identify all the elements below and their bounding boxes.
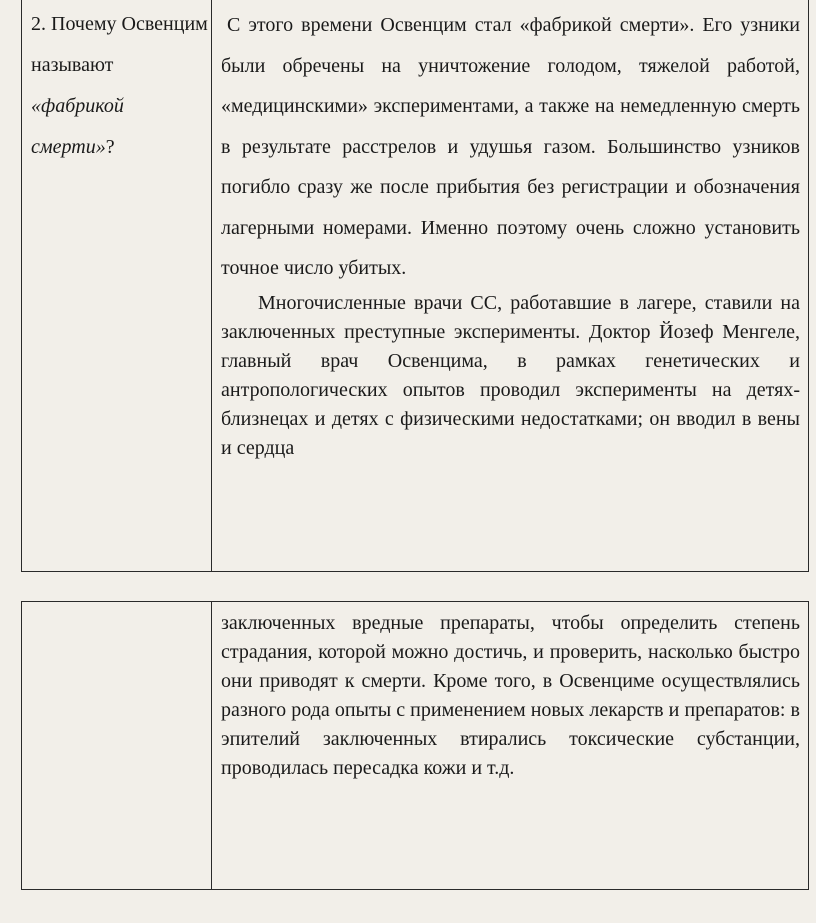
answer-cell [212,0,808,571]
answer-paragraph-2: Многочисленные врачи СС, работавшие в лагере, ставили на заключенных преступные эксперименты. Доктор Йозеф Менгеле, главный врач Освенцима, в рамках генетических и антропологических опытов проводил эксперименты на детях-близнецах и детях с физическими недостатками; он вводил в вены и сердца [221,291,800,459]
empty-question-cell [22,602,212,889]
question-italic-phrase: «фабрикой смерти» [31,95,124,158]
answer-paragraph-1: С этого времени Освенцим стал «фабрикой смерти». Его узники были обречены на уничтожение голодом, тяжелой работой, «медицинскими» экспериментами, а также на немедленную смерть в результате расстрелов и удушья газом. Большинство узников погибло сразу же после прибытия без регистрации и обозначения лагерными номерами. Именно поэтому очень сложно установить точное число убитых. [221,14,800,279]
answer-paragraph-3: заключенных вредные препараты, чтобы определить степень страдания, которой можно достичь, и проверить, насколько быстро они приводят к смерти. Кроме того, в Освенциме осуществлялись разного рода опыты с применением новых лекарств и препаратов: в эпителий заключенных втирались токсические субстанции, проводилась пересадка кожи и т.д. [221,612,800,779]
question-text [22,0,211,168]
question-plain-start: 2. Почему Освенцим называют [31,13,208,76]
table-part-1 [21,0,809,572]
table-part-2 [21,601,809,890]
question-plain-end: ? [105,136,115,158]
question-cell [22,0,212,571]
answer-continuation-cell [212,602,808,889]
